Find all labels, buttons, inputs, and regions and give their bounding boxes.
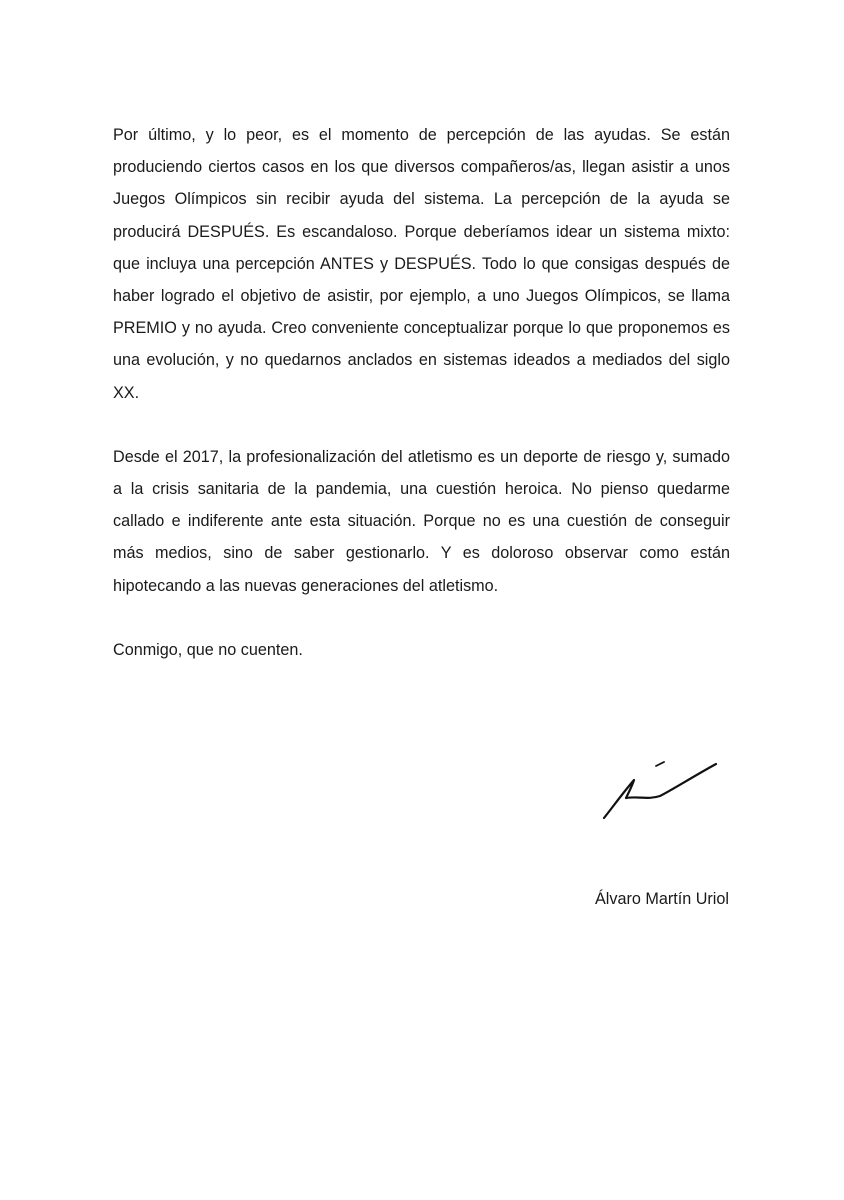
author-name: Álvaro Martín Uriol: [594, 890, 729, 908]
signature-accent-stroke: [656, 762, 664, 766]
signature-icon: [598, 756, 722, 826]
signature-main-stroke: [604, 764, 716, 818]
closing-line: Conmigo, que no cuenten.: [113, 640, 303, 659]
letter-body: [113, 119, 730, 666]
paragraph-ayudas: Por último, y lo peor, es el momento de percepción de las ayudas. Se están produciendo ciertos casos en los que diversos compañeros/as, llegan asistir a unos Juegos Olímpicos sin recibir ayuda del sistema. La percepción de la ayuda se producirá DESPUÉS. Es escandaloso. Porque deberíamos idear un sistema mixto: que incluya una percepción ANTES y DESPUÉS. Todo lo que consigas después de haber logrado el objetivo de asistir, por ejemplo, a uno Juegos Olímpicos, se llama PREMIO y no ayuda. Creo conveniente conceptualizar porque lo que proponemos es una evolución, y no quedarnos anclados en sistemas ideados a mediados del siglo XX.: [113, 126, 730, 402]
paragraph-profesionalizacion: Desde el 2017, la profesionalización del atletismo es un deporte de riesgo y, sumado a la crisis sanitaria de la pandemia, una cuestión heroica. No pienso quedarme callado e indiferente ante esta situación. Porque no es una cuestión de conseguir más medios, sino de saber gestionarlo. Y es doloroso observar como están hipotecando a las nuevas generaciones del atletismo.: [113, 447, 730, 595]
